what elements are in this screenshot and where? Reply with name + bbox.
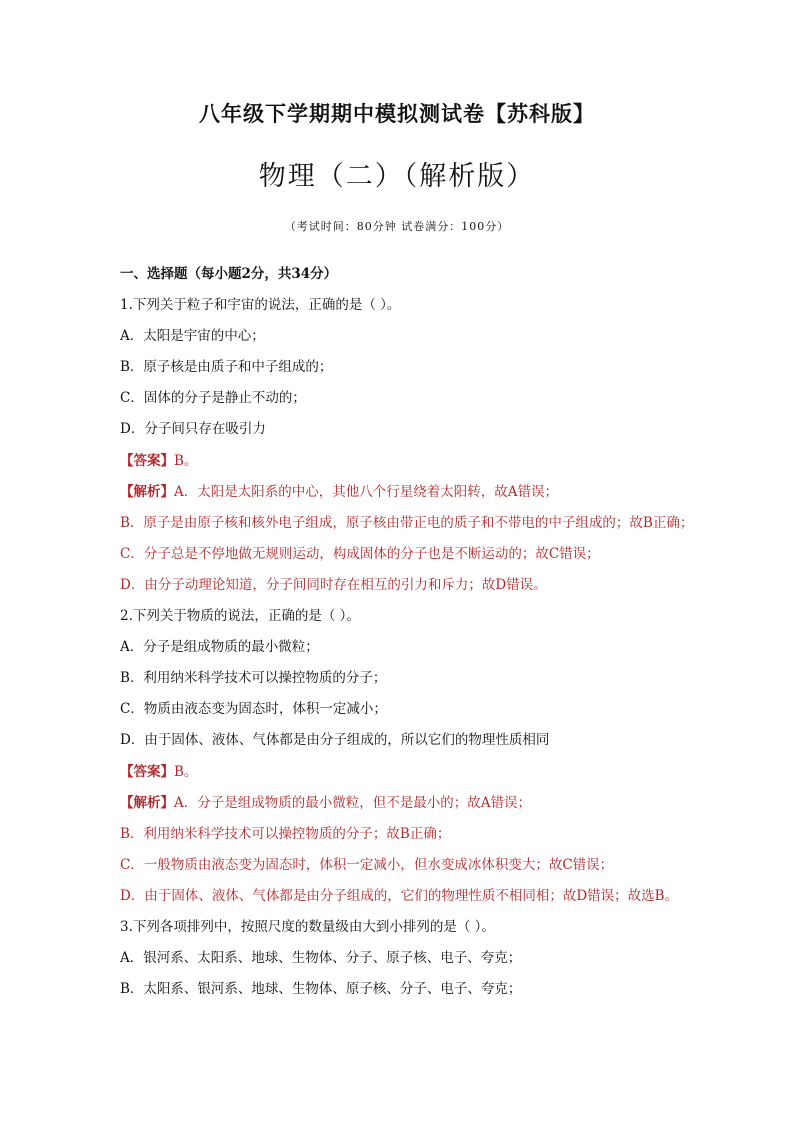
document-title: 八年级下学期期中模拟测试卷【苏科版】 xyxy=(199,101,595,126)
question-1-analysis-d: D．由分子动理论知道，分子间同时存在相互的引力和斥力；故D错误。 xyxy=(120,576,547,593)
exam-content xyxy=(120,264,710,1010)
analysis-label: 【解析】 xyxy=(120,794,174,811)
question-1-analysis-c: C．分子总是不停地做无规则运动，构成固体的分子也是不断运动的；故C错误； xyxy=(120,545,600,562)
question-1-option-c: C．固体的分子是静止不动的； xyxy=(120,390,306,407)
question-1-option-b: B．原子核是由质子和中子组成的； xyxy=(120,359,333,376)
question-2-option-c: C．物质由液态变为固态时，体积一定减小； xyxy=(120,701,387,718)
analysis-text: A．太阳是太阳系的中心，其他八个行星绕着太阳转，故A错误； xyxy=(174,483,558,500)
answer-label: 【答案】 xyxy=(120,452,174,469)
question-2-answer xyxy=(120,762,710,793)
answer-value: B。 xyxy=(174,452,198,469)
analysis-label: 【解析】 xyxy=(120,483,174,500)
question-1-option-d: D．分子间只存在吸引力 xyxy=(120,421,266,438)
section-heading: 一、选择题（每小题2分，共34分） xyxy=(120,266,338,282)
question-2-option-b: B．利用纳米科学技术可以操控物质的分子； xyxy=(120,670,387,687)
question-2-option-d: D．由于固体、液体、气体都是由分子组成的，所以它们的物理性质相同 xyxy=(120,732,550,749)
question-2-analysis-a xyxy=(120,793,710,824)
question-2-analysis-d: D．由于固体、液体、气体都是由分子组成的，它们的物理性质不相同相；故D错误；故选B。 xyxy=(120,887,679,904)
analysis-text: A．分子是组成物质的最小微粒，但不是最小的；故A错误； xyxy=(174,794,531,811)
question-1-analysis-a xyxy=(120,482,710,513)
exam-info: （考试时间：80分钟 试卷满分：100分） xyxy=(284,220,510,233)
question-1-stem: 1.下列关于粒子和宇宙的说法，正确的是（ ）。 xyxy=(120,297,401,314)
question-2-analysis-c: C．一般物质由液态变为固态时，体积一定减小，但水变成冰体积变大；故C错误； xyxy=(120,856,614,873)
question-1-option-a: A．太阳是宇宙的中心； xyxy=(120,328,265,345)
answer-value: B。 xyxy=(174,763,198,780)
document-subtitle: 物理（二）（解析版） xyxy=(258,161,536,192)
question-2-stem: 2.下列关于物质的说法，正确的是（ ）。 xyxy=(120,608,360,625)
question-2-analysis-b: B．利用纳米科学技术可以操控物质的分子；故B正确； xyxy=(120,825,451,842)
question-2-option-a: A．分子是组成物质的最小微粒； xyxy=(120,639,319,656)
question-3-option-b: B．太阳系、银河系、地球、生物体、原子核、分子、电子、夸克； xyxy=(120,981,522,998)
answer-label: 【答案】 xyxy=(120,763,174,780)
question-3-stem: 3.下列各项排列中，按照尺度的数量级由大到小排列的是（ ）。 xyxy=(120,918,495,935)
question-1-answer xyxy=(120,451,710,482)
question-3-option-a: A．银河系、太阳系、地球、生物体、分子、原子核、电子、夸克； xyxy=(120,950,522,967)
question-1-analysis-b: B．原子是由原子核和核外电子组成，原子核由带正电的质子和不带电的中子组成的；故B正确； xyxy=(120,514,694,531)
